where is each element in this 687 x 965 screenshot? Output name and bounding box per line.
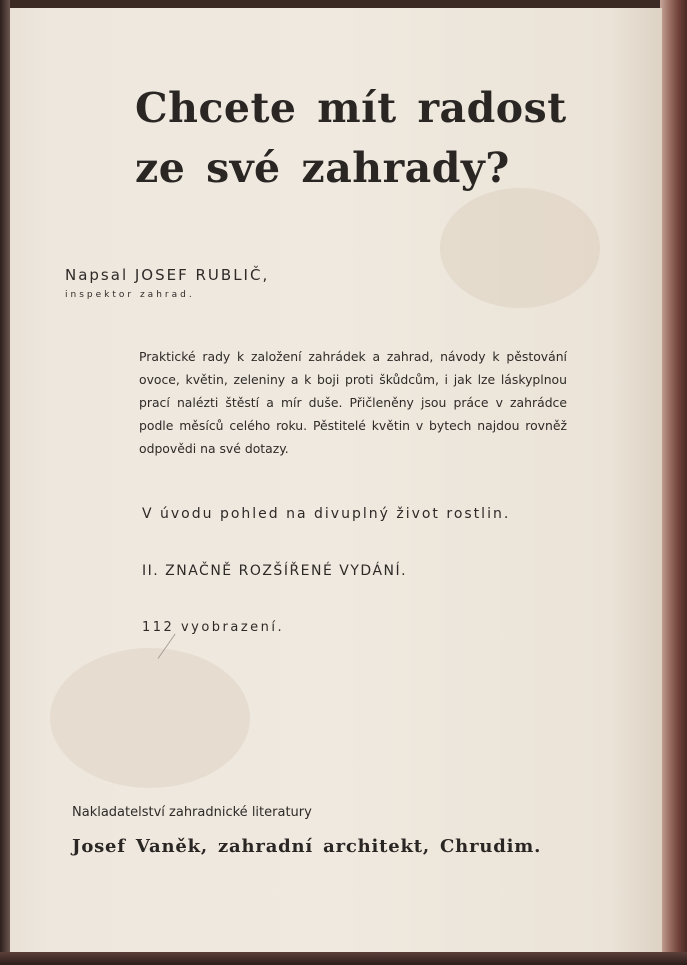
intro-note: V úvodu pohled na divuplný život rostlin.	[142, 506, 511, 522]
book-top-edge	[0, 0, 687, 8]
publisher-name: Josef Vaněk, zahradní architekt, Chrudim.	[72, 836, 542, 857]
illustrations-count: 112 vyobrazení.	[142, 620, 285, 635]
title-line-2: ze své zahrady?	[135, 144, 510, 192]
book-left-edge	[0, 0, 10, 965]
book-description: Praktické rady k založení zahrádek a zahrad, návody k pěstování ovoce, květin, zeleniny a k boji proti škůdcům, i jak lze láskyplnou prací nalézti štěstí a mír duše. Přičleněny jsou práce v zahrádce podle měsíců celého roku. Pěstitelé květin v bytech najdou rovněž odpovědi na své dotazy.	[139, 349, 567, 456]
author-role: inspektor zahrad.	[65, 290, 195, 300]
paper-stain	[50, 648, 250, 788]
author-byline: Napsal JOSEF RUBLIČ,	[65, 266, 270, 284]
paper-stain	[440, 188, 600, 308]
book-title	[135, 78, 567, 198]
title-page	[10, 8, 662, 952]
publisher-label: Nakladatelství zahradnické literatury	[72, 805, 312, 820]
book-bottom-edge	[0, 952, 687, 965]
book-cover-edge	[660, 0, 687, 965]
title-line-1: Chcete mít radost	[135, 84, 567, 132]
edition-note: II. ZNAČNĚ ROZŠÍŘENÉ VYDÁNÍ.	[142, 563, 408, 579]
